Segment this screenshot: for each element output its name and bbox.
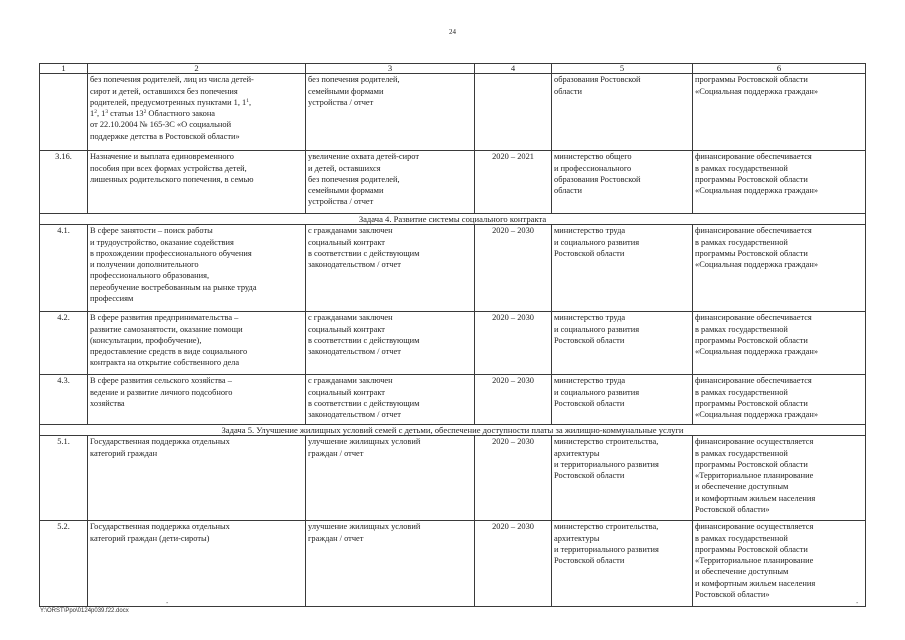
cell-measure: [88, 74, 306, 151]
superscript: 2: [94, 109, 97, 116]
cell-measure: Государственная поддержка отдельных категорий граждан (дети-сироты): [88, 521, 306, 607]
measures-table: [39, 63, 866, 607]
footer-file-path: Y:\ORST\Ppo\0124p039.f22.docx: [40, 608, 129, 614]
cell-result: улучшение жилищных условий граждан / отчет: [306, 521, 475, 607]
text-part: Областного закона от 22.10.2004 № 165-ЗС «О социальной поддержке детства в Ростовской области»: [90, 109, 240, 141]
cell-number: 5.1.: [40, 436, 88, 521]
corner-mark: -: [856, 600, 859, 607]
cell-period: 2020 – 2021: [475, 151, 552, 214]
task-5-row: [40, 425, 866, 436]
header-cell: 1: [40, 64, 88, 74]
cell-financing: финансирование осуществляется в рамках государственной программы Ростовской области «Территориальное планирование и обеспечение доступным и комфортным жильем населения Ростовской области»: [693, 521, 866, 607]
text-part: статьи 13: [108, 109, 144, 119]
cell-financing: финансирование обеспечивается в рамках государственной программы Ростовской области «Социальная поддержка граждан»: [693, 151, 866, 214]
superscript: 1: [246, 97, 249, 104]
cell-financing: финансирование осуществляется в рамках государственной программы Ростовской области «Территориальное планирование и обеспечение доступным и комфортным жильем населения Ростовской области»: [693, 436, 866, 521]
cell-measure: В сфере занятости – поиск работы и трудоустройство, оказание содействия в прохождении профессионального обучения и получении дополнительного профессионального образования, переобучение востребованным на рынке труда профессиям: [88, 225, 306, 312]
cell-result: улучшение жилищных условий граждан / отчет: [306, 436, 475, 521]
cell-period: [475, 74, 552, 151]
table-row-3-16: [40, 151, 866, 214]
cell-executor: министерство труда и социального развития Ростовской области: [552, 225, 693, 312]
cell-executor: министерство строительства, архитектуры и территориального развития Ростовской области: [552, 521, 693, 607]
cell-period: 2020 – 2030: [475, 225, 552, 312]
cell-financing: финансирование обеспечивается в рамках государственной программы Ростовской области «Социальная поддержка граждан»: [693, 375, 866, 425]
cell-executor: министерство общего и профессионального образования Ростовской области: [552, 151, 693, 214]
table-row-continuation: [40, 74, 866, 151]
cell-result: с гражданами заключен социальный контракт в соответствии с действующим законодательством / отчет: [306, 375, 475, 425]
cell-executor: образования Ростовской области: [552, 74, 693, 151]
cell-number: 4.3.: [40, 375, 88, 425]
header-cell: 2: [88, 64, 306, 74]
cell-number: [40, 74, 88, 151]
cell-result: увеличение охвата детей-сирот и детей, оставшихся без попечения родителей, семейными формами устройства / отчет: [306, 151, 475, 214]
cell-period: 2020 – 2030: [475, 436, 552, 521]
cell-period: 2020 – 2030: [475, 375, 552, 425]
table-row-4-2: [40, 312, 866, 375]
task-4-row: [40, 214, 866, 225]
cell-number: 4.1.: [40, 225, 88, 312]
cell-result: с гражданами заключен социальный контракт в соответствии с действующим законодательством / отчет: [306, 312, 475, 375]
cell-period: 2020 – 2030: [475, 521, 552, 607]
task-heading: Задача 4. Развитие системы социального контракта: [40, 214, 866, 225]
text-part: , 1: [96, 109, 106, 119]
cell-number: 4.2.: [40, 312, 88, 375]
cell-executor: министерство труда и социального развития Ростовской области: [552, 375, 693, 425]
cell-result: с гражданами заключен социальный контракт в соответствии с действующим законодательством / отчет: [306, 225, 475, 312]
cell-financing: финансирование обеспечивается в рамках государственной программы Ростовской области «Социальная поддержка граждан»: [693, 312, 866, 375]
cell-executor: министерство строительства, архитектуры и территориального развития Ростовской области: [552, 436, 693, 521]
cell-number: 5.2.: [40, 521, 88, 607]
cell-measure: В сфере развития предпринимательства – развитие самозанятости, оказание помощи (консультации, профобучение), предоставление средств в виде социального контракта на открытие собственного дела: [88, 312, 306, 375]
header-cell: 4: [475, 64, 552, 74]
table-row-4-1: [40, 225, 866, 312]
header-cell: 5: [552, 64, 693, 74]
header-cell: 3: [306, 64, 475, 74]
superscript: 2: [143, 109, 147, 116]
cell-number: 3.16.: [40, 151, 88, 214]
text-part: , 1: [90, 97, 252, 119]
superscript: 3: [105, 109, 109, 116]
text-part: без попечения родителей, лиц из числа детей- сирот и детей, оставшихся без попечения родителей, предусмотренных пунктами 1, 1: [90, 75, 254, 107]
table-row-5-1: [40, 436, 866, 521]
cell-measure: В сфере развития сельского хозяйства – ведение и развитие личного подсобного хозяйства: [88, 375, 306, 425]
cell-measure: Государственная поддержка отдельных категорий граждан: [88, 436, 306, 521]
table-row-4-3: [40, 375, 866, 425]
cell-financing: программы Ростовской области «Социальная поддержка граждан»: [693, 74, 866, 151]
cell-period: 2020 – 2030: [475, 312, 552, 375]
cell-financing: финансирование обеспечивается в рамках государственной программы Ростовской области «Социальная поддержка граждан»: [693, 225, 866, 312]
corner-mark: -: [166, 600, 169, 607]
task-heading: Задача 5. Улучшение жилищных условий семей с детьми, обеспечение доступности платы за жилищно-коммунальные услуги: [40, 425, 866, 436]
cell-measure: Назначение и выплата единовременного пособия при всех формах устройства детей, лишенных родительского попечения, в семью: [88, 151, 306, 214]
header-cell: 6: [693, 64, 866, 74]
table-row-5-2: [40, 521, 866, 607]
header-row: [40, 64, 866, 74]
cell-result: без попечения родителей, семейными формами устройства / отчет: [306, 74, 475, 151]
page-number: 24: [449, 28, 456, 36]
cell-executor: министерство труда и социального развития Ростовской области: [552, 312, 693, 375]
